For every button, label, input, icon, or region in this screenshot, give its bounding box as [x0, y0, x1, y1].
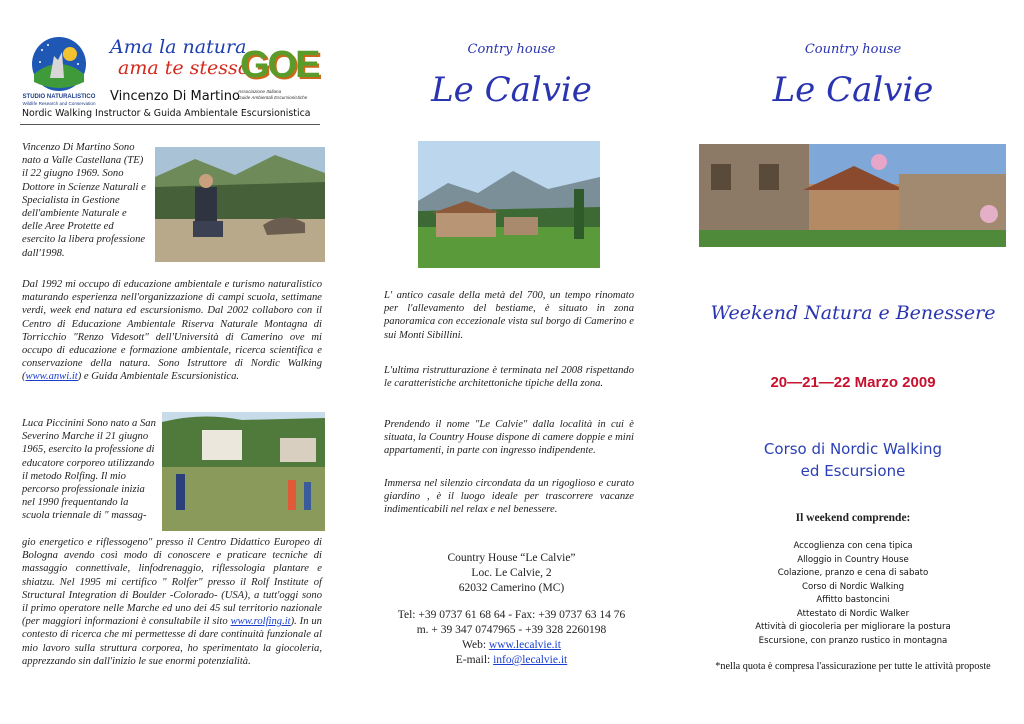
bio1-body-text: Dal 1992 mi occupo di educazione ambientale e turismo naturalistico maturando esperienza nell'organizzazione di campi scuola, settimane verdi, week end natura ed escursionismo. Dal 2002 collaboro con il Centro di Educazione Ambientale Riserva Naturale Montagna di Torricchio "Renzo Videsott" dell'Università di Camerino ove mi occupo di educazione e formazione ambientale, ricerca scientifica e conservazione della natura. Sono Istruttore di Nordic Walking (	[22, 279, 322, 383]
middle-panel	[341, 0, 682, 724]
phone-fax: Tel: +39 0737 61 68 64 - Fax: +39 0737 63 14 76	[397, 609, 626, 621]
bio2-intro: Luca Piccinini Sono nato a San Severino Marche il 21 giugno 1965, esercito la professione di educatore corporeo utilizzando il metodo Rolfing. Il mio percorso professionale inizia nel 1990 frequentando la scuola triennale di " massag-	[22, 418, 156, 522]
studio-name: STUDIO NATURALISTICO	[22, 94, 96, 100]
includes-item: Affitto bastoncini	[816, 595, 890, 605]
website-label: Web:	[462, 639, 489, 651]
includes-item: Attestato di Nordic Walker	[796, 608, 910, 619]
includes-item: Attività di giocoleria per migliorare la postura	[755, 622, 951, 632]
left-panel	[0, 0, 341, 724]
weekend-title: Weekend Natura e Benessere	[710, 302, 996, 324]
bio1-body-end: ) e Guida Ambientale Escursionistica.	[77, 371, 240, 383]
event-dates: 20—21—22 Marzo 2009	[770, 374, 936, 391]
includes-list	[682, 540, 1024, 648]
address-line-2: Loc. Le Calvie, 2	[471, 567, 552, 579]
photo-country-house-collage	[699, 144, 1006, 247]
guide-title: Nordic Walking Instructor & Guida Ambientale Escursionistica	[22, 108, 311, 119]
includes-item: Colazione, pranzo e cena di sabato	[777, 568, 929, 578]
goe-logo	[240, 42, 322, 88]
contact-block	[341, 551, 682, 668]
right-panel	[682, 0, 1024, 724]
email-line	[341, 653, 682, 668]
middle-para-4: Immersa nel silenzio circondata da un rigoglioso e curato giardino , è il luogo ideale per trascorrere vacanze indimenticabili nel relax e nel benessere.	[384, 478, 634, 516]
right-heading-small: Country house	[804, 42, 902, 57]
bio1-body	[22, 278, 322, 384]
website-link[interactable]: www.lecalvie.it	[488, 639, 561, 651]
course-title	[682, 438, 1024, 482]
bio2-body-text: gio energetico e riflessogeno" presso il Centro Didattico Europeo di Bologna avendo così modo di conoscere e praticare tecniche di massaggio connettivale, linfodrenaggio, riflessologia plantare e shiatzu. Nel 1995 mi certifico " Rolfer" presso il Rolf Institute of Structural Integration di Boulder -Colorado- (USA), a tutt'oggi sono il primo operatore nelle Marche ed uno dei 45 sul territorio nazionale (per maggiori informazioni è consultabile il sito	[22, 537, 322, 628]
photo-guide-with-dog	[155, 147, 325, 262]
bio2-body	[22, 536, 322, 668]
course-line-1: Corso di Nordic Walking	[763, 440, 943, 458]
goe-subtitle-1: Associazione Italiana	[238, 89, 282, 94]
includes-title: Il weekend comprende:	[795, 512, 911, 524]
includes-item: Corso di Nordic Walking	[801, 581, 905, 592]
anwi-link[interactable]: www.anwi.it	[25, 371, 78, 383]
includes-item: Escursione, con pranzo rustico in montagna	[758, 635, 948, 646]
middle-heading-small: Contry house	[467, 42, 556, 57]
studio-subtitle: Wildlife Research and Conservation	[22, 101, 96, 106]
includes-item: Alloggio in Country House	[797, 554, 909, 565]
slogan-line-2: ama te stesso	[118, 57, 250, 79]
includes-item: Accoglienza con cena tipica	[793, 541, 913, 551]
photo-farmhouse	[418, 141, 600, 268]
website-line	[341, 638, 682, 653]
address-line-1: Country House “Le Calvie”	[447, 552, 576, 564]
bio1-intro: Vincenzo Di Martino Sono nato a Valle Castellana (TE) il 22 giugno 1969. Sono Dottore in Scienze Naturali e Specialista in Gestione dell'ambiente Naturale e delle Aree Protette ed esercito la libera professione dall'1998.	[22, 142, 146, 259]
photo-juggling-group	[162, 412, 325, 531]
insurance-note: *nella quota è compresa l'assicurazione per tutte le attività proposte	[715, 661, 991, 672]
guide-name: Vincenzo Di Martino	[110, 89, 240, 104]
slogan-line-1: Ama la natura	[110, 36, 247, 58]
middle-para-1: L' antico casale della metà del 700, un tempo rinomato per l'allevamento del bestiame, è situato in zona panoramica con eccezionale vista sul borgo di Camerino e sui Monti Sibillini.	[384, 290, 634, 341]
mobile-numbers: m. + 39 347 0747965 - +39 328 2260198	[416, 624, 607, 636]
address-line-3: 62032 Camerino (MC)	[458, 582, 565, 594]
goe-subtitle-2: Guide Ambientali Escursionistiche	[238, 95, 308, 100]
rolfing-link[interactable]: www.rolfing.it	[230, 616, 291, 628]
email-label: E-mail:	[455, 654, 494, 666]
middle-para-2: L'ultima ristrutturazione è terminata nel 2008 rispettando le caratteristiche architettoniche tipiche della zona.	[384, 365, 634, 390]
header-divider	[20, 124, 320, 125]
right-heading-big: Le Calvie	[772, 70, 934, 110]
email-link[interactable]: info@lecalvie.it	[493, 654, 568, 666]
course-line-2: ed Escursione	[800, 462, 906, 480]
middle-para-3: Prendendo il nome "Le Calvie" dalla località in cui è situata, la Country House dispone di camere doppie e mini appartamenti, in parte con ingresso indipendente.	[384, 419, 634, 457]
goe-letters: GOE	[240, 44, 319, 86]
bio2-body-end: ). In un contesto di ricerca che mi permettesse di dare continuità funzionale al mio lavoro sulla struttura corporea, ho sperimentato la giocoleria, apprezzando sin dall'inizio le sue enormi potenzialità.	[22, 616, 322, 667]
middle-heading-big: Le Calvie	[431, 70, 592, 110]
